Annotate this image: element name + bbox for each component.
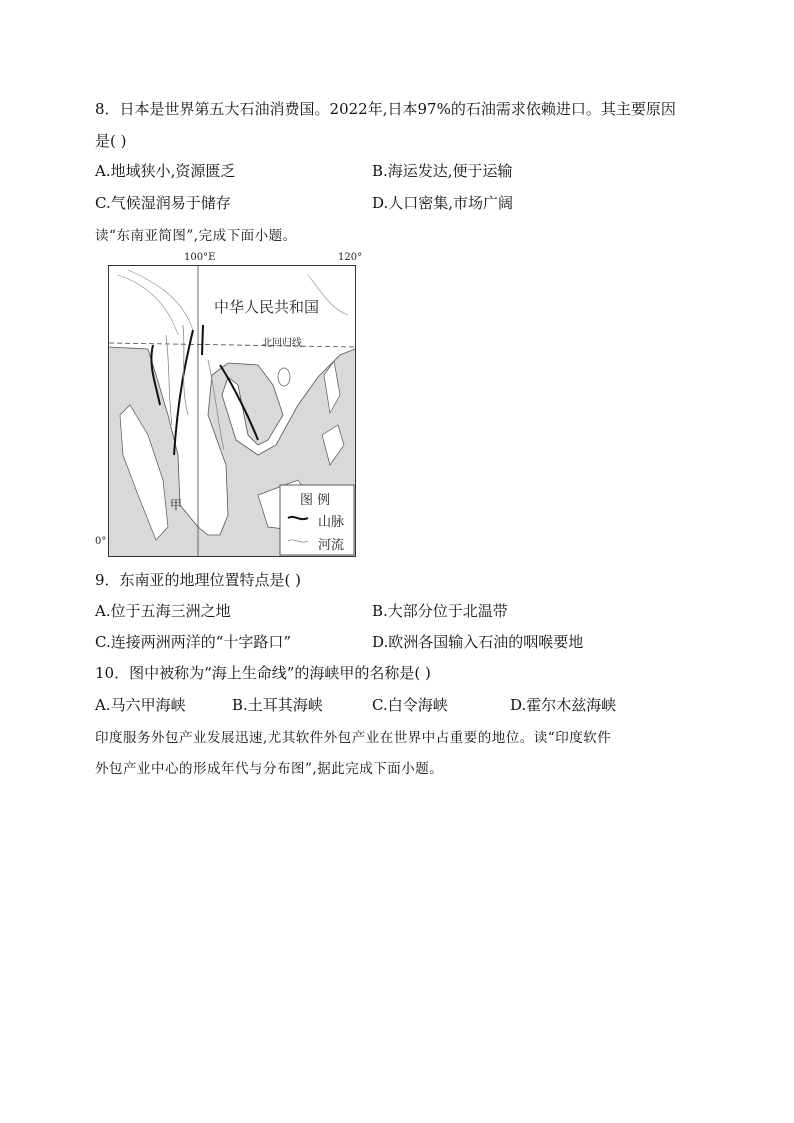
q10-option-a: A.马六甲海峡 [95, 696, 186, 714]
india-intro-line1: 印度服务外包产业发展迅速,尤其软件外包产业在世界中占重要的地位。读“印度软件 [95, 730, 612, 746]
equator-label: 0° [95, 536, 107, 547]
map-intro: 读“东南亚简图”,完成下面小题。 [95, 228, 297, 244]
q9-option-b: B.大部分位于北温带 [372, 602, 508, 620]
legend-river-label: 河流 [318, 538, 345, 553]
country-label: 中华人民共和国 [214, 298, 320, 316]
q8-stem-line2: 是( ) [95, 132, 127, 150]
q9-stem: 9．东南亚的地理位置特点是( ) [95, 571, 302, 589]
india-intro-line2: 外包产业中心的形成年代与分布图”,据此完成下面小题。 [95, 761, 444, 777]
q8-option-a: A.地域狭小,资源匮乏 [95, 162, 236, 180]
q10-option-d: D.霍尔木兹海峡 [510, 696, 617, 714]
q8-stem-line1: 8．日本是世界第五大石油消费国。2022年,日本97%的石油需求依赖进口。其主要原因 [95, 100, 676, 118]
q8-option-c: C.气候湿润易于储存 [95, 194, 231, 212]
q8-option-b: B.海运发达,便于运输 [372, 162, 513, 180]
longitude-120-label: 120° [338, 252, 363, 263]
q10-option-c: C.白令海峡 [372, 696, 448, 714]
strait-label: 甲 [170, 498, 183, 512]
legend-title: 图 例 [300, 493, 331, 508]
legend-mountain-label: 山脉 [318, 515, 345, 530]
q8-option-d: D.人口密集,市场广阔 [372, 194, 514, 212]
q9-option-a: A.位于五海三洲之地 [95, 602, 231, 620]
longitude-100-label: 100°E [184, 252, 216, 263]
q9-option-d: D.欧洲各国输入石油的咽喉要地 [372, 633, 584, 651]
q10-option-b: B.土耳其海峡 [232, 696, 323, 714]
q9-option-c: C.连接两洲两洋的“十字路口” [95, 633, 292, 651]
q10-stem: 10．图中被称为“海上生命线”的海峡甲的名称是( ) [95, 664, 431, 682]
tropic-label: 北回归线 [262, 338, 302, 349]
